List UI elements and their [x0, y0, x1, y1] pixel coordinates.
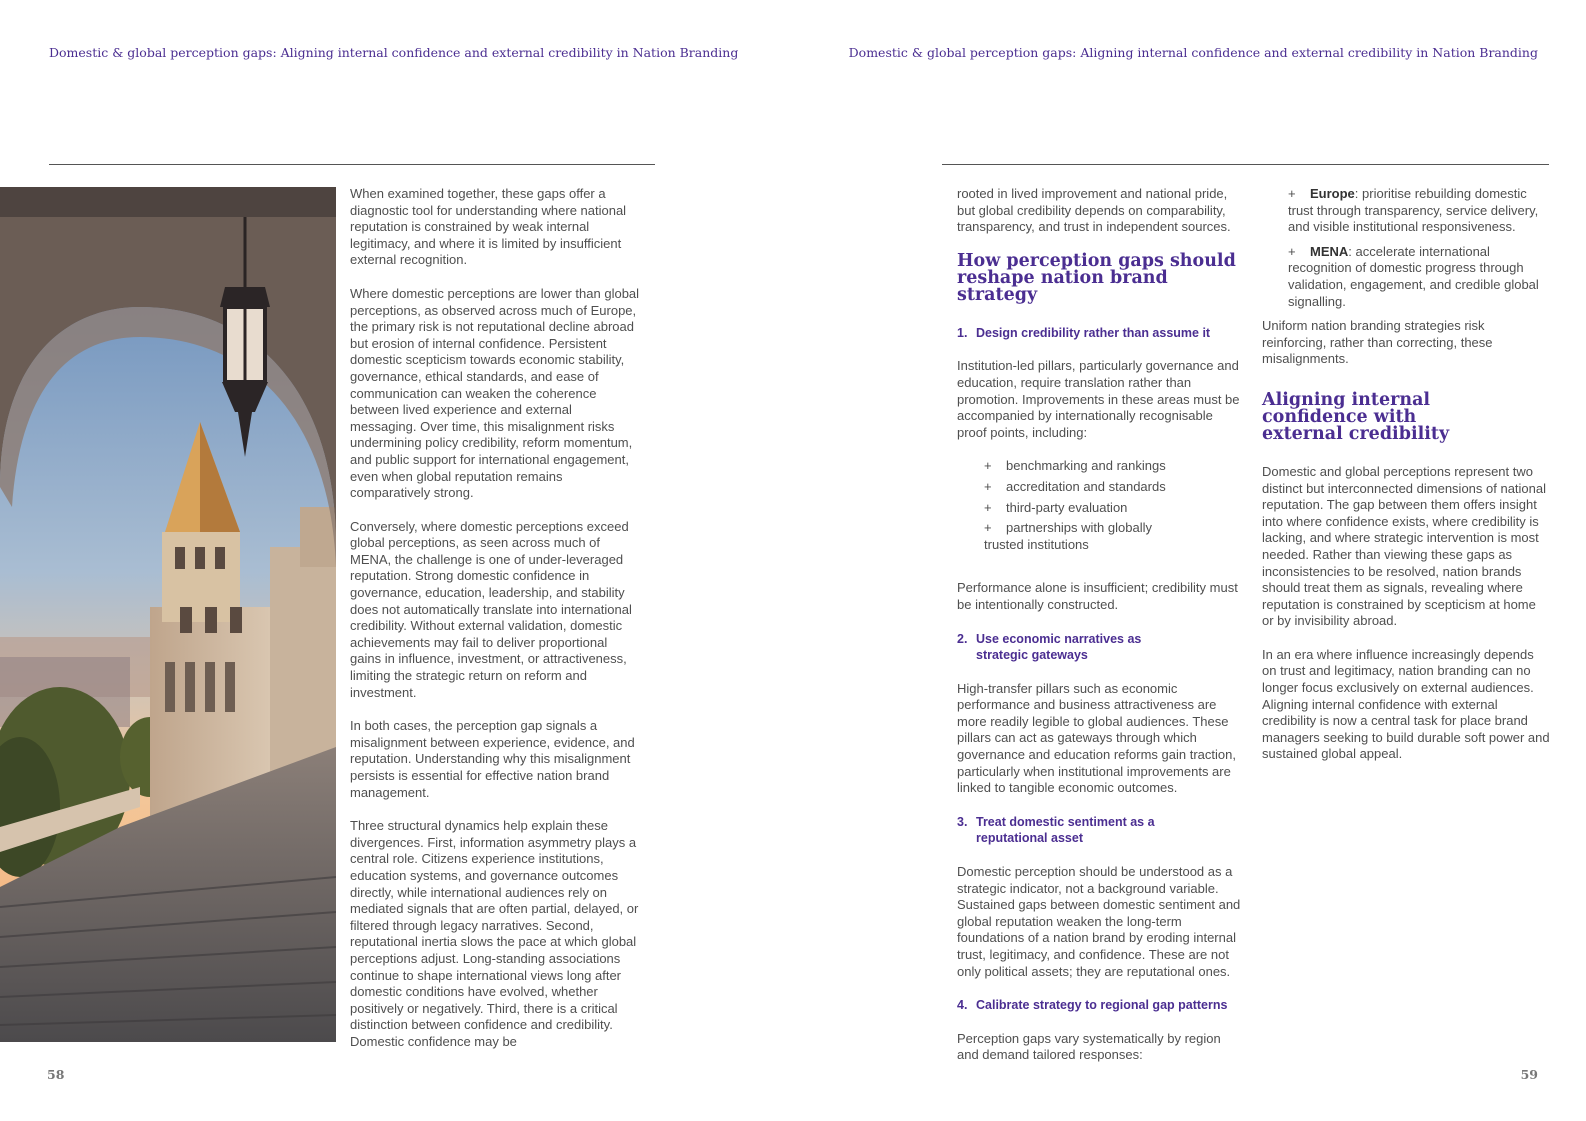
right-paragraph: In an era where influence increasingly depends on trust and legitimacy, nation branding can no longer focus exclusively on external audiences. Aligning internal confidence with external credibility is now a central task for place brand managers seeking to build durable soft power and sustained global appeal.: [1262, 646, 1550, 762]
item-2-title: 2. Use economic narratives as strategic gateways: [957, 631, 1142, 663]
item-1-body: Institution-led pillars, particularly governance and education, require translation rather than promotion. Improvements in these areas must be accompanied by internationally recognisable proof points, including:: [957, 358, 1240, 440]
item-4-body: Perception gaps vary systematically by region and demand tailored responses:: [957, 1030, 1221, 1063]
left-paragraph: Where domestic perceptions are lower than global perceptions, as observed across much of Europe, the primary risk is not reputational decline abroad but erosion of internal confidence. Persistent domestic scepticism towards economic stability, governance, ethical standards, and ease of communication can weaken the coherence between lived experience and external messaging. Over time, this misalignment risks undermining policy credibility, reform momentum, and public support for international engagement, even when global reputation remains comparatively strong.: [350, 285, 640, 501]
item-2-body: High-transfer pillars such as economic performance and business attractiveness are more readily legible to global audiences. These pillars can act as gateways through which governance and education reforms gain traction, particularly when institutional improvements are linked to tangible economic outcomes.: [957, 680, 1236, 796]
right-text-column: [1262, 186, 1550, 780]
list-item: + benchmarking and rankings: [984, 458, 1166, 474]
list-item: + MENA: accelerate international recognition of domestic progress through validation, engagement, and credible global signalling.: [1288, 243, 1539, 309]
header-rule-left: [49, 164, 655, 165]
proof-points-list: [957, 458, 1242, 553]
left-paragraph: Conversely, where domestic perceptions exceed global perceptions, as seen across much of MENA, the challenge is one of under-leveraged reputation. Strong domestic confidence in governance, education, leadership, and stability does not automatically translate into international credibility. Without external validation, domestic achievements may fail to deliver proportional gains in influence, investment, or attractiveness, limiting the strategic return on reform and investment.: [350, 518, 632, 700]
regional-bullets: [1262, 186, 1550, 310]
uniform-strategy-note: Uniform nation branding strategies risk reinforcing, rather than correcting, these misalignments.: [1262, 318, 1493, 367]
list-item: + Europe: prioritise rebuilding domestic trust through transparency, service delivery, and visible institutional responsiveness.: [1288, 186, 1539, 235]
item-4-title: 4. Calibrate strategy to regional gap patterns: [957, 998, 1228, 1013]
page-number-left: 58: [47, 1067, 65, 1082]
item-3-body: Domestic perception should be understood as a strategic indicator, not a background variable. Sustained gaps between domestic sentiment and global reputation weaken the long-term foundations of a nation brand by eroding internal trust, legitimacy, and confidence. These are not only political assets; they are reputational ones.: [957, 864, 1241, 979]
left-paragraph: In both cases, the perception gap signals a misalignment between experience, evidence, and reputation. Understanding why this misalignment persists is essential for effective nation brand management.: [350, 718, 635, 800]
list-item: + partnerships with globally trusted institutions: [984, 520, 1152, 552]
aligning-heading: Aligning internal confidence with external credibility: [1262, 389, 1450, 444]
left-paragraph: Three structural dynamics help explain these divergences. First, information asymmetry plays a central role. Citizens experience institutions, education systems, and governance outcomes directly, while international audiences rely on mediated signals that are often partial, delayed, or filtered through legacy narratives. Second, reputational inertia slows the pace at which global perceptions adjust. Long-standing associations continue to shape international views long after domestic conditions have evolved, whether positively or negatively. Third, there is a critical distinction between confidence and credibility. Domestic confidence may be: [350, 818, 639, 1049]
item-1-after: Performance alone is insufficient; credibility must be intentionally constructed.: [957, 580, 1238, 612]
item-1-title: 1. Design credibility rather than assume it: [957, 325, 1211, 340]
left-text-column: [350, 186, 640, 1068]
list-item: + accreditation and standards: [984, 478, 1166, 494]
header-rule-right: [942, 164, 1549, 165]
running-header-left: Domestic & global perception gaps: Aligning internal confidence and external credibility in Nation Branding: [49, 45, 739, 60]
right-paragraph: Domestic and global perceptions represent two distinct but interconnected dimensions of national reputation. The gap between them offers insight into where confidence exists, where credibility is lacking, and where strategic intervention is most needed. Rather than viewing these gaps as inconsistencies to be resolved, nation brands should treat them as signals, revealing where reputation is constrained by scepticism at home or by invisibility abroad.: [1262, 463, 1547, 629]
page-number-right: 59: [1520, 1067, 1538, 1082]
middle-intro: rooted in lived improvement and national pride, but global credibility depends on comparability, transparency, and trust in independent sources.: [957, 186, 1231, 235]
running-header-right: Domestic & global perception gaps: Aligning internal confidence and external credibility in Nation Branding: [848, 45, 1538, 60]
castle-photo: [0, 187, 336, 1042]
item-3-title: 3. Treat domestic sentiment as a reputational asset: [957, 814, 1155, 846]
list-item: + third-party evaluation: [984, 499, 1128, 515]
strategy-heading: How perception gaps should reshape nation brand strategy: [957, 250, 1236, 305]
middle-text-column: [957, 186, 1242, 1081]
left-paragraph: When examined together, these gaps offer a diagnostic tool for understanding where national reputation is constrained by weak internal legitimacy, and where it is limited by insufficient external recognition.: [350, 186, 627, 268]
